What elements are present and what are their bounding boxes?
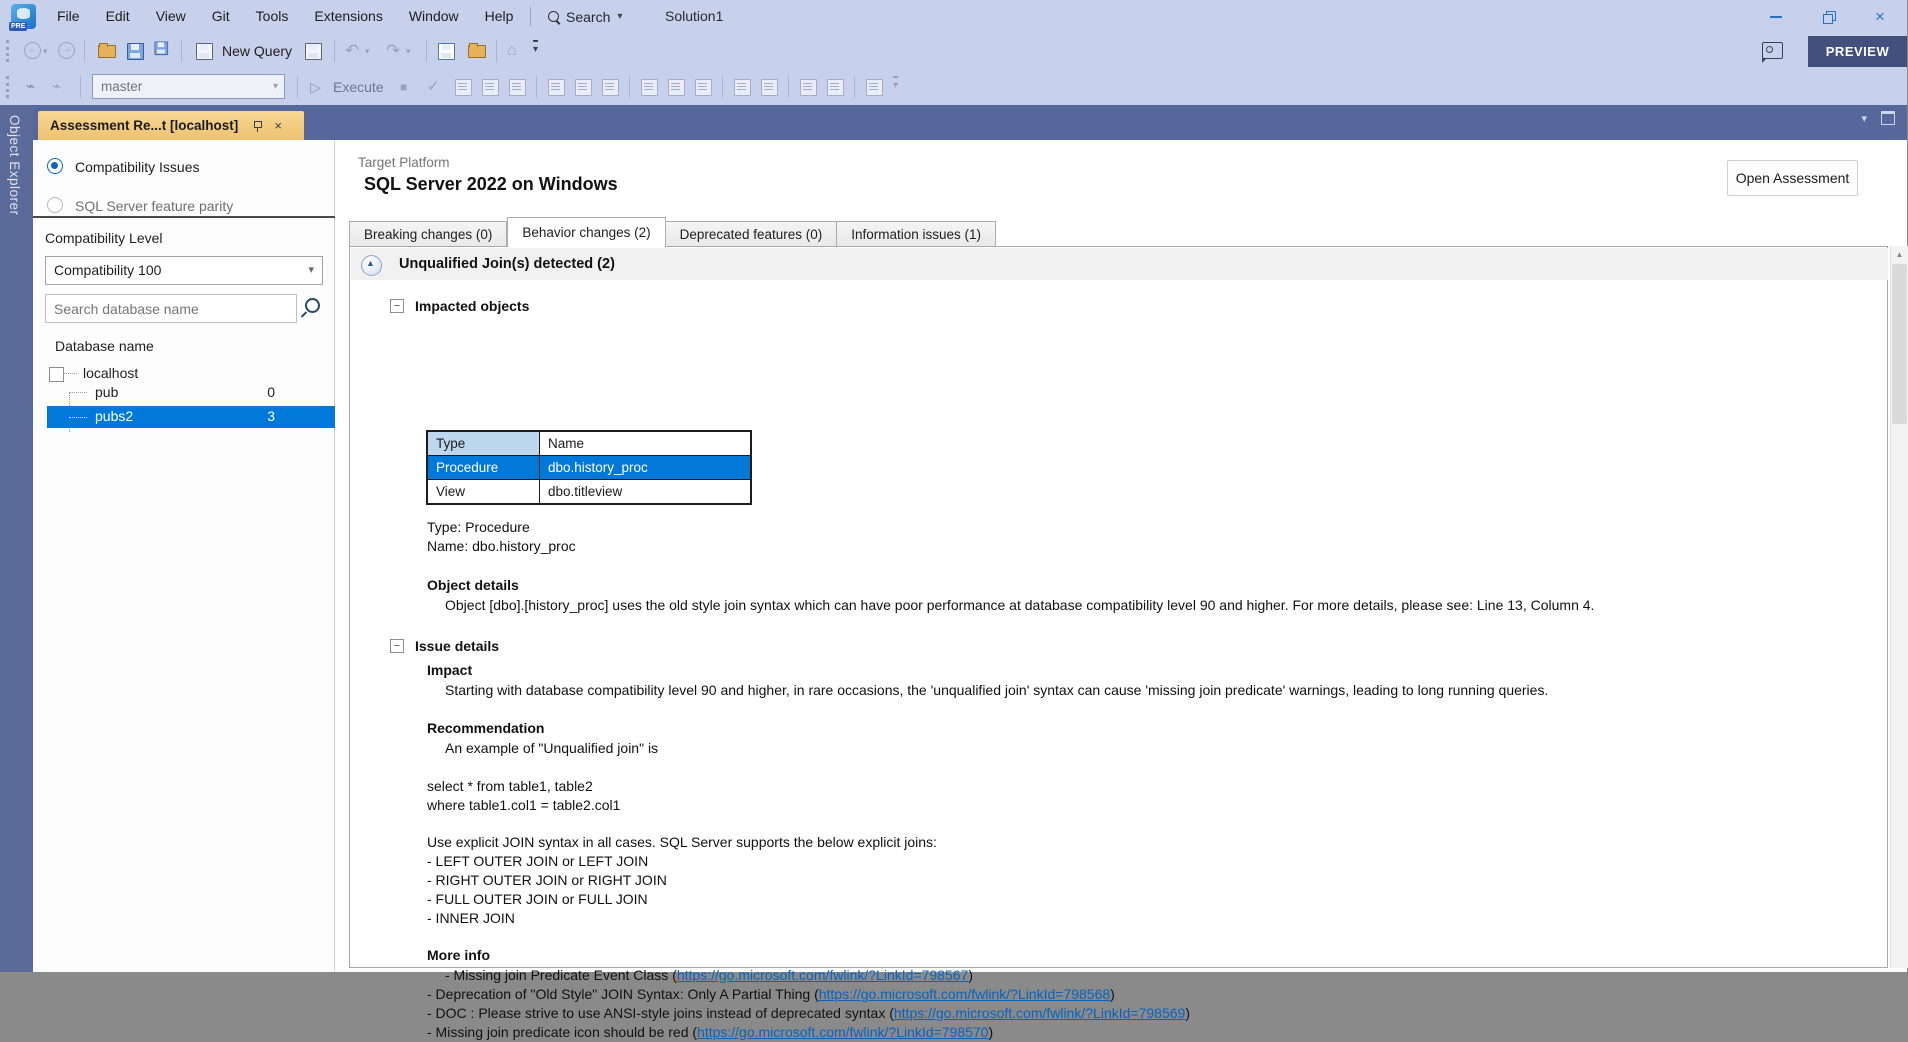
advice-text: Use explicit JOIN syntax in all cases. SQL Server supports the below explicit joins: bbox=[427, 834, 937, 850]
parse-icon[interactable]: ✓ bbox=[427, 78, 440, 95]
database-search-input[interactable] bbox=[46, 295, 296, 322]
scroll-up-icon[interactable]: ▲ bbox=[1895, 250, 1904, 259]
database-search-box[interactable] bbox=[45, 294, 297, 323]
undo-icon[interactable]: ↶ bbox=[345, 41, 360, 60]
fwlink-798569[interactable]: https://go.microsoft.com/fwlink/?LinkId=798569 bbox=[893, 1005, 1186, 1021]
live-query-statistics-icon[interactable] bbox=[602, 79, 619, 96]
comment-icon[interactable] bbox=[734, 79, 751, 96]
join-option: - RIGHT OUTER JOIN or RIGHT JOIN bbox=[427, 872, 667, 888]
tab-information-issues[interactable]: Information issues (1) bbox=[837, 221, 996, 247]
toolbar-separator bbox=[426, 40, 427, 62]
selected-type-line: Type: Procedure bbox=[427, 519, 530, 535]
uncomment-icon[interactable] bbox=[761, 79, 778, 96]
tab-breaking-changes[interactable]: Breaking changes (0) bbox=[349, 221, 507, 247]
more-info-heading: More info bbox=[427, 947, 490, 963]
document-tab-strip bbox=[33, 105, 1907, 140]
target-platform-value: SQL Server 2022 on Windows bbox=[364, 174, 618, 194]
connect-icon[interactable]: ⌁ bbox=[26, 78, 36, 95]
link-suffix: ) bbox=[968, 967, 973, 983]
close-icon: × bbox=[1875, 7, 1885, 26]
search-menu[interactable] bbox=[548, 0, 622, 33]
table-row-selected[interactable] bbox=[427, 456, 751, 480]
intellisense-icon[interactable] bbox=[548, 79, 565, 96]
issue-group-header bbox=[351, 248, 1888, 280]
menu-tools[interactable]: Tools bbox=[255, 8, 289, 24]
issue-group-title: Unqualified Join(s) detected (2) bbox=[399, 256, 615, 272]
tree-header: Database name bbox=[55, 338, 154, 354]
title-bar bbox=[0, 0, 1907, 33]
toolbar-separator bbox=[80, 76, 81, 98]
menu-edit[interactable]: Edit bbox=[105, 8, 130, 24]
more-info-line bbox=[427, 1004, 1190, 1023]
preview-chip: PRE bbox=[11, 23, 26, 30]
feedback-icon[interactable] bbox=[1762, 42, 1783, 59]
cell-name[interactable]: dbo.titleview bbox=[540, 480, 752, 505]
column-header-type[interactable]: Type bbox=[427, 431, 540, 456]
sql-editor-toolbar bbox=[0, 69, 1907, 106]
tree-node-pub[interactable]: pub bbox=[95, 384, 119, 400]
toolbar-separator bbox=[536, 76, 537, 98]
feature-parity-radio[interactable] bbox=[47, 197, 63, 213]
table-header-row bbox=[427, 431, 751, 456]
collapse-group-button[interactable] bbox=[361, 255, 382, 276]
toolbar-separator bbox=[496, 40, 497, 62]
undo-dropdown-icon[interactable]: ▾ bbox=[365, 46, 370, 56]
toolbar-separator bbox=[854, 76, 855, 98]
menu-window[interactable]: Window bbox=[408, 8, 459, 24]
assessment-report-main bbox=[336, 140, 1907, 1040]
link-prefix: - Missing join predicate icon should be red ( bbox=[427, 1024, 698, 1040]
toolbar-separator bbox=[629, 76, 630, 98]
link-prefix: - DOC : Please strive to use ANSI-style joins instead of deprecated syntax ( bbox=[427, 1005, 894, 1021]
server-checkbox[interactable] bbox=[49, 367, 64, 382]
chevron-down-icon: ▾ bbox=[308, 264, 314, 276]
disconnect-icon[interactable]: ⌁ bbox=[52, 78, 62, 95]
template-parameters-icon[interactable] bbox=[866, 79, 883, 96]
link-suffix: ) bbox=[988, 1024, 994, 1040]
link-prefix: - Deprecation of "Old Style" JOIN Syntax: Only A Partial Thing ( bbox=[427, 986, 819, 1002]
scrollbar-thumb[interactable] bbox=[1892, 264, 1907, 424]
impacted-objects-expander[interactable]: − bbox=[390, 299, 404, 313]
pin-icon[interactable] bbox=[252, 120, 262, 132]
code-line: select * from table1, table2 bbox=[427, 778, 593, 794]
object-details-text: Object [dbo].[history_proc] uses the old style join syntax which can have poor performance at database compatibility level 90 and higher. For more details, please see: Line 13, Column 4. bbox=[445, 597, 1595, 613]
redo-dropdown-icon[interactable]: ▾ bbox=[406, 46, 411, 56]
new-query-button[interactable]: New Query bbox=[222, 43, 293, 59]
tree-connector bbox=[69, 392, 87, 393]
impacted-objects-table bbox=[426, 430, 752, 505]
document-tab-title: Assessment Re...t [localhost] bbox=[50, 118, 239, 133]
tree-connector bbox=[63, 373, 77, 374]
table-row[interactable] bbox=[427, 480, 751, 505]
object-details-heading: Object details bbox=[427, 577, 519, 593]
recommendation-heading: Recommendation bbox=[427, 720, 545, 736]
link-suffix: ) bbox=[1110, 986, 1115, 1002]
code-line: where table1.col1 = table2.col1 bbox=[427, 797, 621, 813]
link-prefix: - Missing join Predicate Event Class ( bbox=[445, 967, 677, 983]
increase-indent-icon[interactable] bbox=[827, 79, 844, 96]
sqlcmd-mode-icon[interactable] bbox=[455, 79, 472, 96]
restore-icon bbox=[1823, 11, 1834, 22]
fwlink-798567[interactable]: https://go.microsoft.com/fwlink/?LinkId=798567 bbox=[676, 967, 969, 983]
toolbar-separator bbox=[788, 76, 789, 98]
document-list-dropdown-icon[interactable]: ▾ bbox=[1861, 112, 1867, 125]
fwlink-798568[interactable]: https://go.microsoft.com/fwlink/?LinkId=798568 bbox=[818, 986, 1111, 1002]
search-icon[interactable] bbox=[303, 298, 323, 318]
database-glyph bbox=[17, 8, 30, 19]
database-combobox[interactable] bbox=[92, 74, 285, 99]
cell-type[interactable]: Procedure bbox=[427, 456, 540, 480]
standard-toolbar bbox=[0, 33, 1907, 69]
assessment-left-panel bbox=[33, 140, 335, 972]
object-explorer-label: Object Explorer bbox=[7, 115, 22, 216]
panel-divider bbox=[33, 216, 335, 218]
tab-behavior-changes[interactable]: Behavior changes (2) bbox=[507, 217, 665, 247]
compatibility-level-label: Compatibility Level bbox=[45, 230, 163, 246]
recommendation-intro: An example of "Unqualified join" is bbox=[445, 740, 659, 756]
search-label: Search bbox=[566, 8, 611, 25]
save-icon[interactable] bbox=[127, 43, 144, 60]
activity-monitor-icon[interactable] bbox=[438, 43, 455, 60]
menu-git[interactable]: Git bbox=[211, 8, 230, 24]
cell-name[interactable]: dbo.history_proc bbox=[540, 456, 752, 480]
menu-separator bbox=[530, 7, 531, 26]
more-info-line bbox=[427, 985, 1115, 1004]
tab-deprecated-features[interactable]: Deprecated features (0) bbox=[666, 221, 838, 247]
preview-badge: PREVIEW bbox=[1808, 36, 1907, 67]
include-actual-plan-icon[interactable] bbox=[575, 79, 592, 96]
cancel-query-icon[interactable]: ■ bbox=[400, 80, 408, 94]
target-platform-label: Target Platform bbox=[358, 155, 450, 170]
tree-connector bbox=[69, 417, 87, 418]
estimated-plan-icon[interactable] bbox=[482, 79, 499, 96]
issues-panel bbox=[349, 246, 1888, 1040]
selected-name-line: Name: dbo.history_proc bbox=[427, 538, 576, 554]
navigate-back-icon[interactable]: ← bbox=[24, 42, 41, 59]
close-button[interactable] bbox=[1867, 5, 1893, 29]
menu-help[interactable]: Help bbox=[484, 8, 514, 24]
open-query-icon[interactable] bbox=[305, 43, 322, 60]
tree-node-pubs2[interactable]: pubs2 bbox=[95, 408, 134, 424]
query-options-icon[interactable] bbox=[509, 79, 526, 96]
execute-button[interactable]: Execute bbox=[333, 79, 384, 95]
document-well-tools bbox=[1861, 111, 1895, 125]
chevron-down-icon: ▾ bbox=[617, 11, 623, 22]
compatibility-level-combobox[interactable] bbox=[45, 256, 323, 285]
chevron-down-icon: ▾ bbox=[272, 81, 278, 92]
issue-category-tabs bbox=[349, 218, 996, 247]
toolbar-separator bbox=[297, 76, 298, 98]
toolbar-overflow-icon[interactable]: ▾ bbox=[533, 40, 538, 64]
toolbar-separator bbox=[334, 40, 335, 62]
column-header-name[interactable]: Name bbox=[540, 431, 752, 456]
menu-file[interactable]: File bbox=[57, 8, 80, 24]
restore-button[interactable] bbox=[1815, 5, 1841, 29]
feature-parity-label[interactable]: SQL Server feature parity bbox=[75, 198, 234, 214]
issue-details-expander[interactable]: − bbox=[390, 639, 404, 653]
toolbar-grip[interactable] bbox=[6, 76, 12, 98]
database-combobox-value: master bbox=[101, 79, 143, 94]
minimize-button[interactable] bbox=[1763, 5, 1789, 29]
more-info-line bbox=[427, 1023, 993, 1042]
results-to-grid-icon[interactable] bbox=[668, 79, 685, 96]
tree-node-server[interactable]: localhost bbox=[83, 365, 139, 381]
toolbar-separator bbox=[181, 40, 182, 62]
minimize-icon bbox=[1770, 16, 1782, 18]
redo-icon[interactable]: ↷ bbox=[386, 41, 401, 60]
compatibility-level-value: Compatibility 100 bbox=[54, 262, 162, 278]
join-option: - LEFT OUTER JOIN or LEFT JOIN bbox=[427, 853, 649, 869]
chevron-up-icon: ▲ bbox=[366, 258, 375, 268]
compatibility-issues-label[interactable]: Compatibility Issues bbox=[75, 159, 200, 175]
results-to-text-icon[interactable] bbox=[641, 79, 658, 96]
issue-details-heading: Issue details bbox=[415, 638, 500, 654]
pubs2-issue-count: 3 bbox=[267, 408, 275, 424]
toolbar-overflow-icon[interactable]: ▾ bbox=[893, 76, 898, 100]
decrease-indent-icon[interactable] bbox=[800, 79, 817, 96]
impacted-objects-heading: Impacted objects bbox=[415, 298, 530, 314]
tree-node-pubs2-selected[interactable] bbox=[47, 406, 335, 428]
object-explorer-collapsed-tab[interactable] bbox=[0, 105, 33, 972]
navigate-forward-icon[interactable]: → bbox=[58, 42, 75, 59]
cell-type[interactable]: View bbox=[427, 480, 540, 505]
results-to-file-icon[interactable] bbox=[695, 79, 712, 96]
window-controls bbox=[1763, 0, 1901, 33]
app-icon bbox=[11, 4, 36, 29]
home-icon[interactable]: ⌂ bbox=[507, 42, 517, 59]
open-file-icon[interactable] bbox=[98, 45, 116, 58]
menu-extensions[interactable]: Extensions bbox=[314, 8, 383, 24]
vertical-scrollbar[interactable] bbox=[1890, 246, 1908, 968]
window-layout-icon[interactable] bbox=[1881, 111, 1895, 125]
open-assessment-button[interactable]: Open Assessment bbox=[1727, 160, 1858, 196]
link-suffix: ) bbox=[1185, 1005, 1190, 1021]
search-icon bbox=[548, 11, 559, 22]
object-search-icon[interactable] bbox=[468, 45, 486, 58]
impact-text: Starting with database compatibility level 90 and higher, in rare occasions, the 'unqualified join' syntax can cause 'missing join predicate' warnings, leading to long running queries. bbox=[445, 682, 1549, 698]
impact-heading: Impact bbox=[427, 662, 473, 678]
join-option: - FULL OUTER JOIN or FULL JOIN bbox=[427, 891, 648, 907]
document-tab-assessment[interactable] bbox=[38, 111, 304, 140]
toolbar-grip[interactable] bbox=[6, 40, 12, 62]
solution-name: Solution1 bbox=[665, 8, 724, 24]
menu-view[interactable]: View bbox=[155, 8, 186, 24]
join-option: - INNER JOIN bbox=[427, 910, 515, 926]
back-dropdown-icon[interactable]: ▾ bbox=[43, 46, 48, 56]
save-all-icon[interactable] bbox=[155, 42, 169, 56]
pub-issue-count: 0 bbox=[267, 384, 275, 400]
menu-bar bbox=[44, 0, 526, 33]
toolbar-separator bbox=[84, 40, 85, 62]
new-query-icon[interactable] bbox=[196, 43, 213, 60]
execute-icon[interactable]: ▷ bbox=[310, 79, 321, 95]
compatibility-issues-radio[interactable] bbox=[47, 158, 63, 174]
fwlink-798570[interactable]: https://go.microsoft.com/fwlink/?LinkId=798570 bbox=[697, 1024, 989, 1040]
tab-close-icon[interactable]: × bbox=[274, 118, 282, 133]
more-info-line bbox=[445, 966, 973, 985]
toolbar-separator bbox=[722, 76, 723, 98]
